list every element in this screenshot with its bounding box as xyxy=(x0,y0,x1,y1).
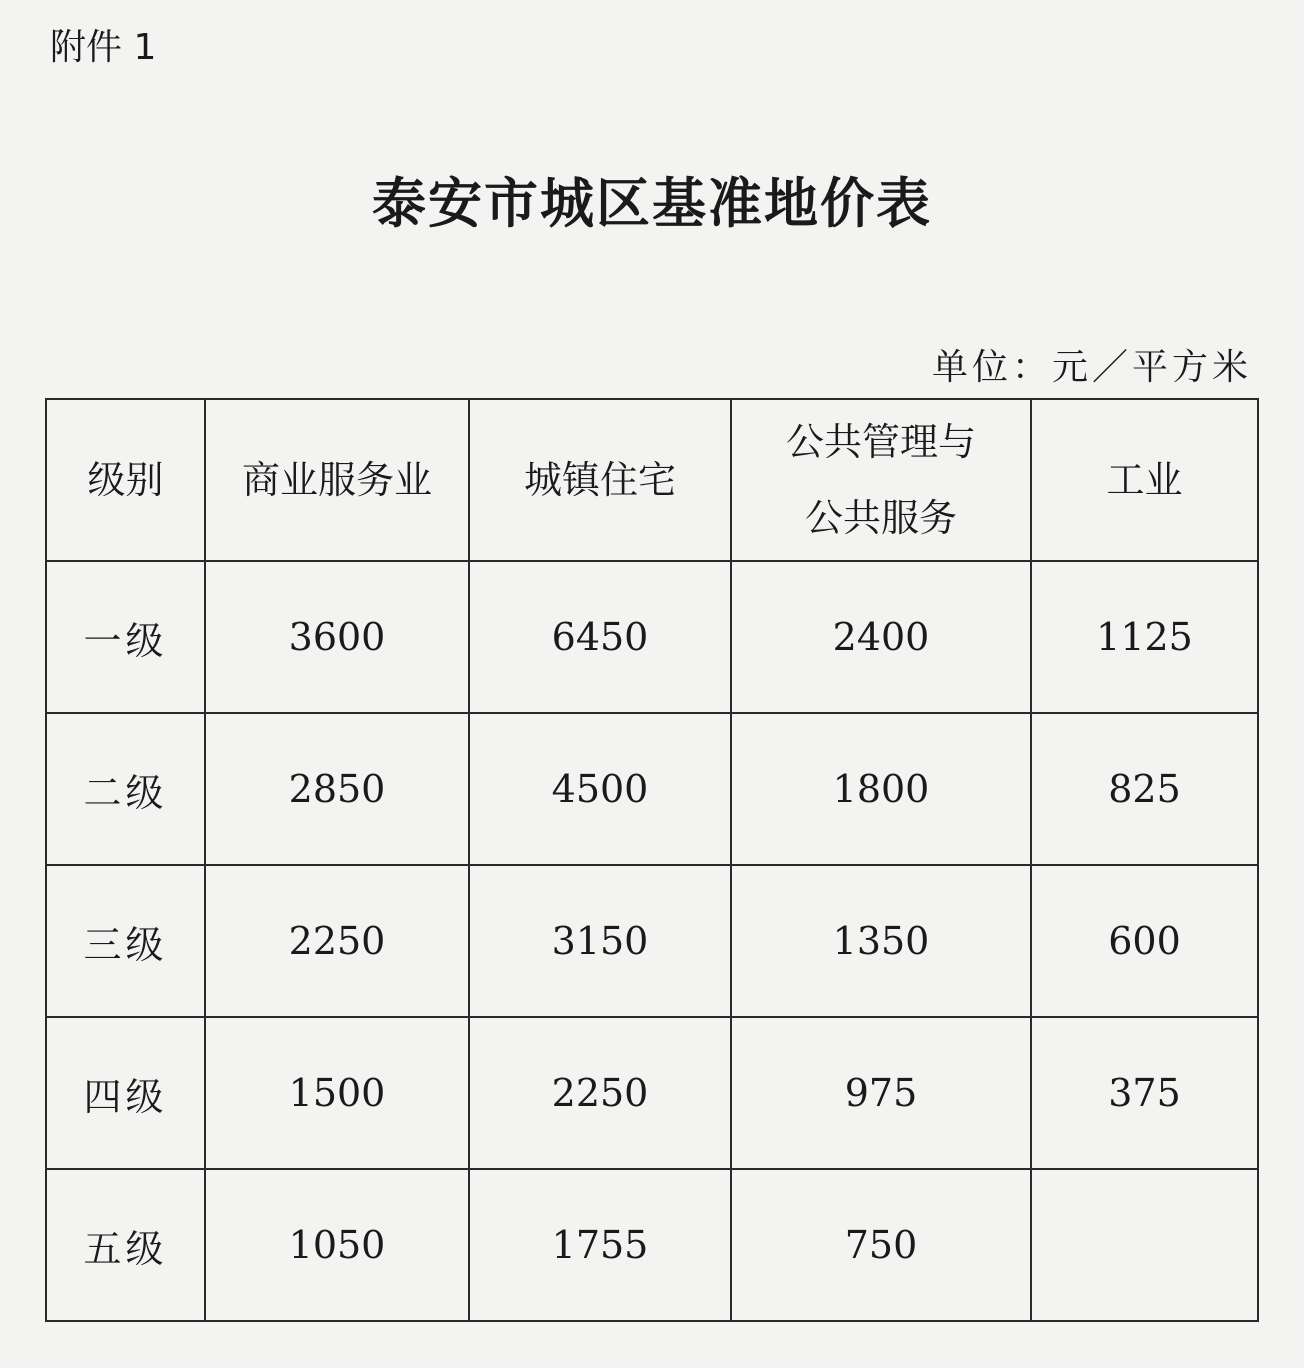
cell-public: 2400 xyxy=(731,561,1031,713)
header-industrial: 工业 xyxy=(1031,399,1258,561)
cell-industrial: 600 xyxy=(1031,865,1258,1017)
cell-residential: 4500 xyxy=(469,713,731,865)
cell-industrial: 825 xyxy=(1031,713,1258,865)
cell-commercial: 1500 xyxy=(205,1017,469,1169)
cell-public: 1800 xyxy=(731,713,1031,865)
cell-residential: 3150 xyxy=(469,865,731,1017)
cell-level: 四级 xyxy=(46,1017,205,1169)
cell-level: 二级 xyxy=(46,713,205,865)
table-header-row xyxy=(46,399,1258,561)
cell-commercial: 3600 xyxy=(205,561,469,713)
cell-industrial xyxy=(1031,1169,1258,1321)
header-public-line2: 公共服务 xyxy=(804,496,957,540)
table-row xyxy=(46,561,1258,713)
cell-level: 三级 xyxy=(46,865,205,1017)
header-level: 级别 xyxy=(46,399,205,561)
cell-industrial: 1125 xyxy=(1031,561,1258,713)
cell-residential: 6450 xyxy=(469,561,731,713)
cell-industrial: 375 xyxy=(1031,1017,1258,1169)
page-title: 泰安市城区基准地价表 xyxy=(372,171,932,235)
table-row xyxy=(46,865,1258,1017)
header-commercial: 商业服务业 xyxy=(205,399,469,561)
header-public xyxy=(731,399,1031,561)
cell-commercial: 2250 xyxy=(205,865,469,1017)
land-price-table xyxy=(45,398,1259,1322)
cell-residential: 1755 xyxy=(469,1169,731,1321)
attachment-label: 附件 1 xyxy=(50,27,157,68)
cell-commercial: 2850 xyxy=(205,713,469,865)
unit-label: 单位：元／平方米 xyxy=(931,347,1252,388)
cell-public: 750 xyxy=(731,1169,1031,1321)
table-row xyxy=(46,1017,1258,1169)
header-public-line1: 公共管理与 xyxy=(785,420,976,464)
cell-level: 五级 xyxy=(46,1169,205,1321)
table-row xyxy=(46,713,1258,865)
cell-public: 1350 xyxy=(731,865,1031,1017)
cell-level: 一级 xyxy=(46,561,205,713)
cell-residential: 2250 xyxy=(469,1017,731,1169)
cell-public: 975 xyxy=(731,1017,1031,1169)
cell-commercial: 1050 xyxy=(205,1169,469,1321)
table-row xyxy=(46,1169,1258,1321)
header-residential: 城镇住宅 xyxy=(469,399,731,561)
